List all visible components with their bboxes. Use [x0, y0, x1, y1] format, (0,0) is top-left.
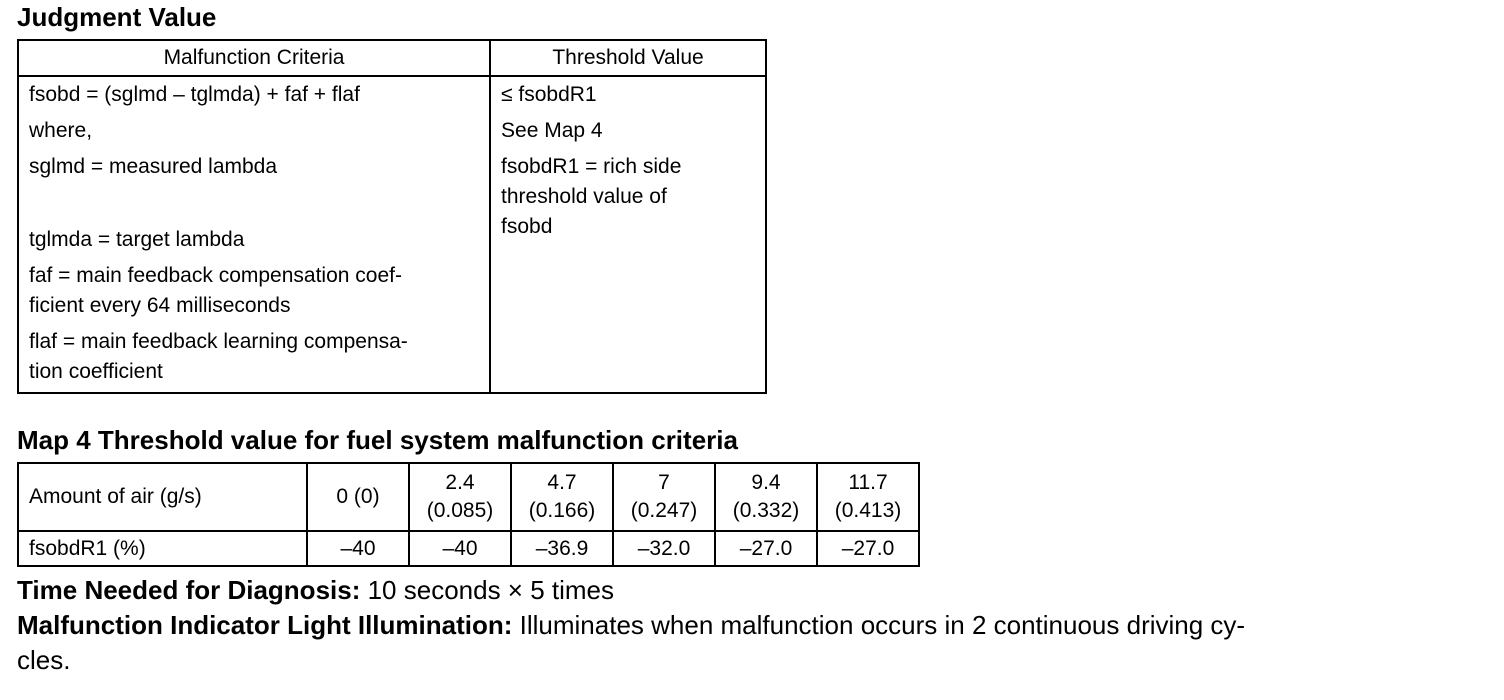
- table-row: [18, 76, 766, 393]
- row-label-air: Amount of air (g/s): [18, 463, 307, 531]
- row-label-fsobdr1: fsobdR1 (%): [18, 531, 307, 566]
- fsobd-value: –27.0: [715, 531, 817, 566]
- table-row: [18, 463, 919, 531]
- air-value: 9.4: [751, 471, 781, 494]
- criteria-formula: fsobd = (sglmd – tglmda) + faf + flaf: [29, 83, 360, 106]
- header-threshold-value: Threshold Value: [490, 40, 766, 76]
- criteria-tglmda: tglmda = target lambda: [29, 228, 245, 251]
- diagnosis-time: [17, 573, 614, 608]
- criteria-faf-line2: ficient every 64 milliseconds: [29, 294, 291, 317]
- air-value: 7: [658, 471, 670, 494]
- air-value-sub: (0.332): [732, 499, 800, 522]
- criteria-sglmd: sglmd = measured lambda: [29, 155, 278, 178]
- diagnosis-time-label: Time Needed for Diagnosis:: [17, 575, 361, 605]
- mil-illumination: [17, 608, 1245, 678]
- threshold-def-line2: threshold value of: [501, 185, 667, 208]
- threshold-see-map: See Map 4: [501, 119, 603, 142]
- table-header-row: [18, 40, 766, 76]
- air-cell: [307, 463, 409, 531]
- map4-title: Map 4 Threshold value for fuel system malfunction criteria: [17, 425, 738, 455]
- air-cell: [409, 463, 511, 531]
- air-value: 0 (0): [336, 485, 380, 508]
- fsobd-value: –32.0: [613, 531, 715, 566]
- diagnosis-time-value: 10 seconds × 5 times: [360, 575, 615, 605]
- criteria-where: where,: [29, 119, 93, 142]
- air-value-sub: (0.247): [630, 499, 698, 522]
- map4-table: [17, 462, 920, 567]
- air-value-sub: (0.413): [834, 499, 902, 522]
- air-value: 4.7: [547, 471, 577, 494]
- mil-value-line2: cles.: [17, 645, 71, 675]
- mil-value-line1: Illuminates when malfunction occurs in 2 continuous driving cy-: [512, 610, 1246, 640]
- air-value: 2.4: [445, 471, 475, 494]
- fsobd-value: –40: [307, 531, 409, 566]
- air-value-sub: (0.085): [426, 499, 494, 522]
- judgment-value-table: [17, 39, 767, 394]
- table-row: [18, 531, 919, 566]
- criteria-faf-line1: faf = main feedback compensation coef-: [29, 264, 402, 287]
- threshold-value-cell: [490, 76, 766, 393]
- air-cell: [511, 463, 613, 531]
- criteria-flaf-line1: flaf = main feedback learning compensa-: [29, 330, 408, 353]
- air-cell: [817, 463, 919, 531]
- air-cell: [613, 463, 715, 531]
- fsobd-value: –36.9: [511, 531, 613, 566]
- mil-label: Malfunction Indicator Light Illumination:: [17, 610, 513, 640]
- threshold-def-line1: fsobdR1 = rich side: [501, 155, 682, 178]
- criteria-flaf-line2: tion coefficient: [29, 360, 163, 383]
- threshold-def-line3: fsobd: [501, 215, 553, 238]
- header-malfunction-criteria: Malfunction Criteria: [18, 40, 490, 76]
- malfunction-criteria-cell: [18, 76, 490, 393]
- air-value-sub: (0.166): [528, 499, 596, 522]
- air-value: 11.7: [848, 471, 888, 494]
- judgment-value-title: Judgment Value: [17, 2, 217, 32]
- threshold-le-fsobdr1: ≤ fsobdR1: [501, 83, 597, 106]
- fsobd-value: –40: [409, 531, 511, 566]
- fsobd-value: –27.0: [817, 531, 919, 566]
- air-cell: [715, 463, 817, 531]
